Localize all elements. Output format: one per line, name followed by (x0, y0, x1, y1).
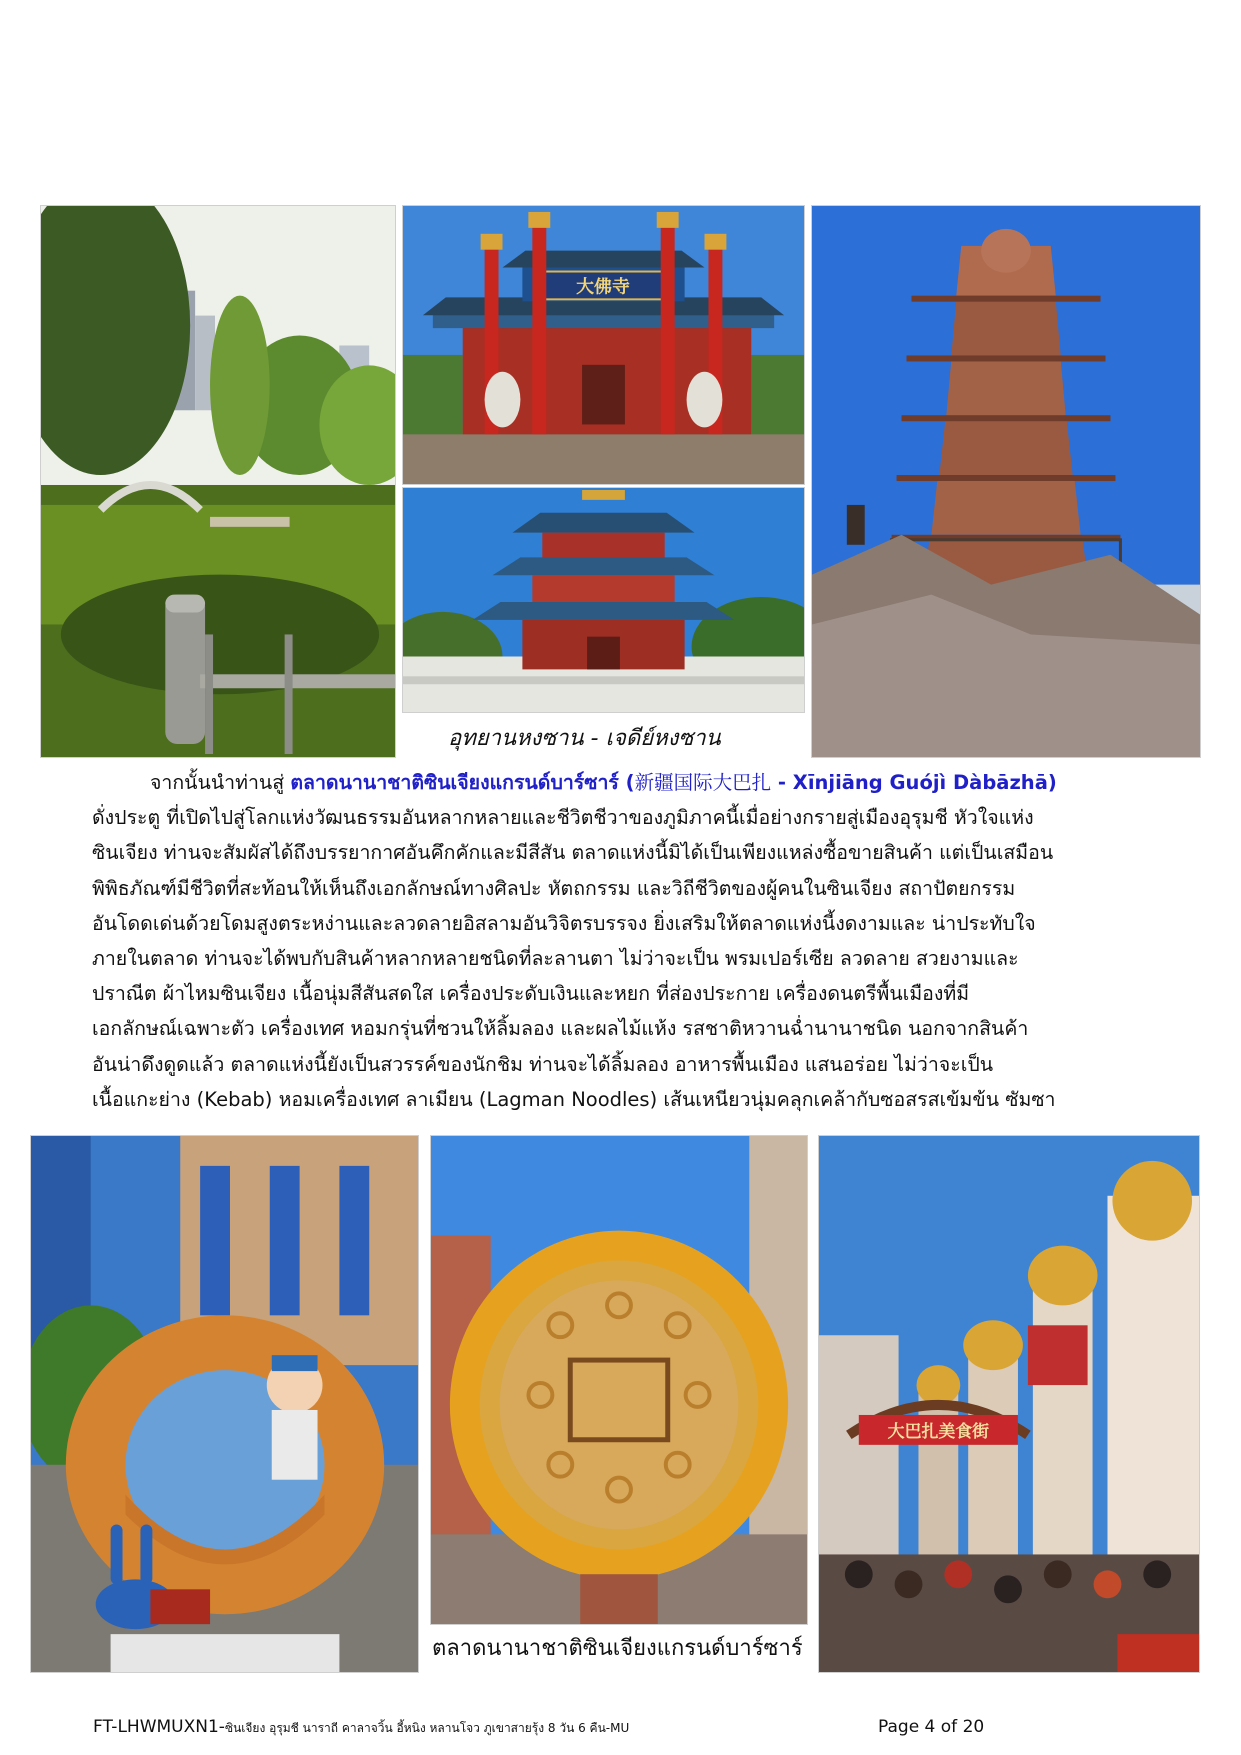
paragraph-line: อันโดดเด่นด้วยโดมสูงตระหง่านและลวดลายอิสลามอันวิจิตรบรรจง ยิ่งเสริมให้ตลาดแห่งนี้งดงามและ น่าประทับใจ (92, 911, 1036, 935)
paragraph-line: ดั่งประตู ที่เปิดไปสู่โลกแห่งวัฒนธรรมอันหลากหลายและชีวิตชีวาของภูมิภาคนี้เมื่อย่างกรายสู่เมืองอุรุมชี หัวใจแห่ง (92, 806, 1034, 830)
market-name-chinese: 新疆国际大巴扎 (634, 771, 772, 794)
food-street-sign: 大巴扎美食街 (887, 1420, 990, 1441)
photo-great-buddha-temple-gate (402, 205, 805, 485)
photo-hongshan-pavilion (402, 487, 805, 713)
photo-hongshan-pagoda (811, 205, 1201, 758)
paragraph-line: ปราณีต ผ้าไหมซินเจียง เนื้อนุ่มสีสันสดใส เครื่องประดับเงินและหยก ที่ส่องประกาย เครื่องดนตรีพื้นเมืองที่มี (92, 982, 970, 1006)
market-name-pinyin: - Xīnjiāng Guójì Dàbāzhā) (771, 771, 1057, 794)
paragraph-intro: จากนั้นนำท่านสู่ (150, 771, 291, 794)
market-name-link (290, 771, 1056, 794)
paragraph-line: เอกลักษณ์เฉพาะตัว เครื่องเทศ หอมกรุ่นที่ชวนให้ลิ้มลอง และผลไม้แห้ง รสชาติหวานฉ่ำนานาชนิด นอกจากสินค้า (92, 1017, 1029, 1041)
market-name-thai: ตลาดนานาชาติซินเจียงแกรนด์บาร์ซาร์ ( (290, 771, 635, 794)
paragraph-line: อันน่าดึงดูดแล้ว ตลาดแห่งนี้ยังเป็นสวรรค์ของนักชิม ท่านจะได้ลิ้มลอง อาหารพื้นเมือง แสนอร่อย ไม่ว่าจะเป็น (92, 1052, 994, 1076)
photo-bazaar-nang-sculpture (30, 1135, 419, 1673)
market-description (92, 765, 1162, 1117)
paragraph-line: พิพิธภัณฑ์มีชีวิตที่สะท้อนให้เห็นถึงเอกลักษณ์ทางศิลปะ หัตถกรรม และวิถีชีวิตของผู้คนในซินเจียง สถาปัตยกรรม (92, 876, 1016, 900)
footer-tour-code (93, 1717, 629, 1738)
top-gallery-caption: อุทยานหงซาน - เจดีย์หงซาน (448, 726, 721, 751)
bottom-gallery-caption: ตลาดนานาชาติซินเจียงแกรนด์บาร์ซาร์ (426, 1628, 809, 1667)
paragraph-line: เนื้อแกะย่าง (Kebab) หอมเครื่องเทศ ลาเมียน (Lagman Noodles) เส้นเหนียวนุ่มคลุกเคล้ากับซอสรสเข้มข้น ซัมซา (92, 1087, 1056, 1111)
photo-hongshan-park-lake (40, 205, 396, 758)
footer-route: ซินเจียง อุรุมชี นาราถี คาลาจวิ้น อี้หนิง หลานโจว ภูเขาสายรุ้ง 8 วัน 6 คืน-MU (224, 1721, 630, 1735)
photo-bazaar-domed-buildings (818, 1135, 1200, 1673)
photo-bazaar-round-emblem (430, 1135, 808, 1625)
paragraph-line: ซินเจียง ท่านจะสัมผัสได้ถึงบรรยากาศอันคึกคักและมีสีสัน ตลาดแห่งนี้มิได้เป็นเพียงแหล่งซื้อขายสินค้า แต่เป็นเสมือน (92, 841, 1054, 865)
footer-page-number: Page 4 of 20 (878, 1717, 985, 1737)
footer-code: FT-LHWMUXN1- (93, 1717, 225, 1737)
paragraph-line: ภายในตลาด ท่านจะได้พบกับสินค้าหลากหลายชนิดที่ละลานตา ไม่ว่าจะเป็น พรมเปอร์เซีย ลวดลาย สวยงามและ (92, 947, 1019, 971)
temple-gate-sign: 大佛寺 (576, 276, 630, 298)
paragraph-first-line (92, 765, 1162, 800)
